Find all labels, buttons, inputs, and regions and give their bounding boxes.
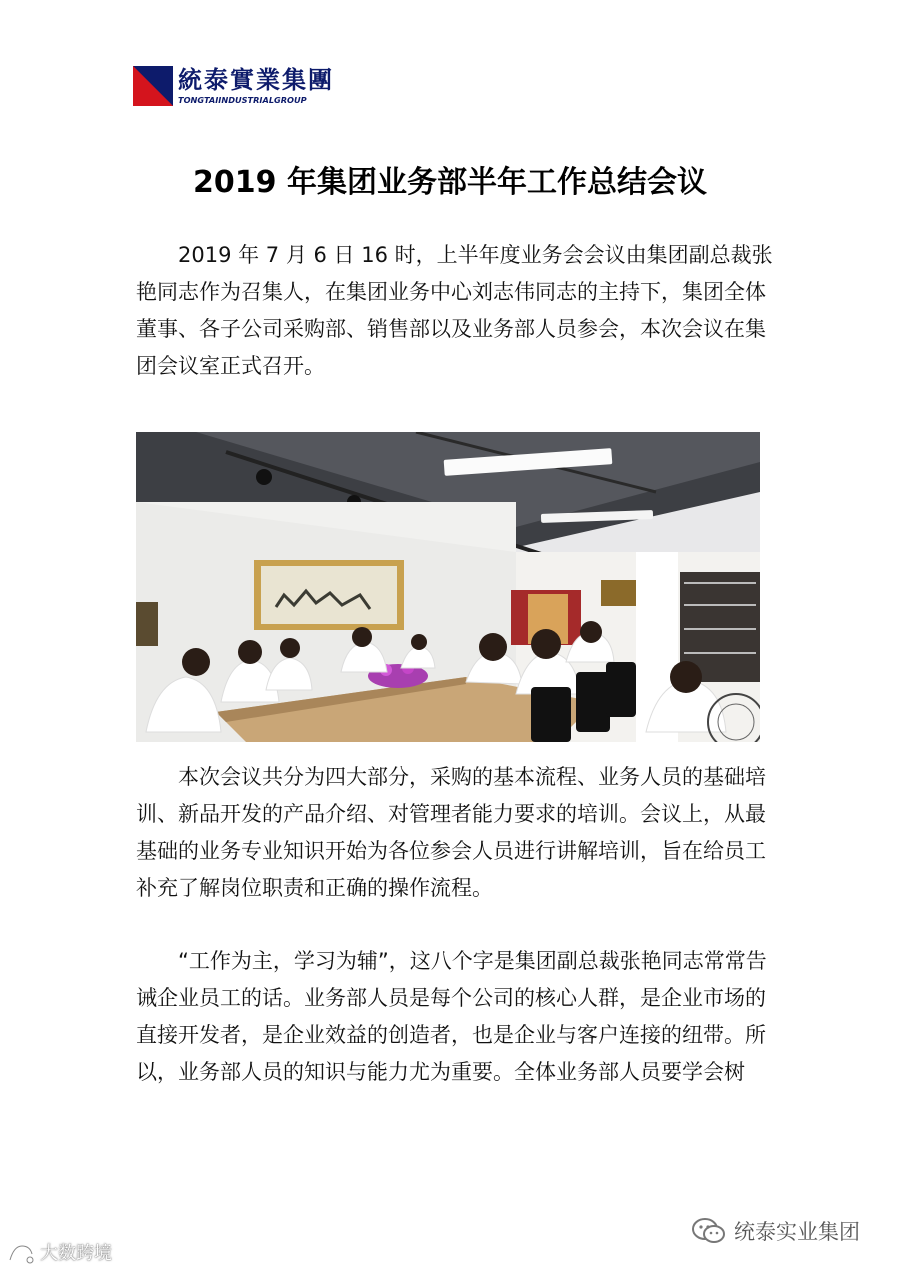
source-logo-icon bbox=[6, 1242, 36, 1266]
wechat-icon bbox=[692, 1217, 726, 1245]
logo-mark-icon bbox=[133, 66, 173, 106]
company-logo bbox=[133, 66, 348, 106]
source-name: 大数跨境 bbox=[40, 1243, 112, 1264]
wechat-account-name: 统泰实业集团 bbox=[734, 1220, 860, 1244]
meeting-photo bbox=[136, 432, 760, 742]
source-watermark bbox=[6, 1240, 146, 1270]
meeting-room-illustration bbox=[136, 432, 760, 742]
logo-company-name-cn: 統泰實業集團 bbox=[178, 66, 334, 94]
document-title: 2019 年集团业务部半年工作总结会议 bbox=[193, 165, 707, 200]
logo-company-name-en: TONGTAIINDUSTRIALGROUP bbox=[178, 95, 307, 105]
paragraph-motto: “工作为主，学习为辅”，这八个字是集团副总裁张艳同志常常告诫企业员工的话。业务部人员是每个公司的核心人群，是企业市场的直接开发者，是企业效益的创造者，也是企业与客户连接的纽带。所以，业务部人员的知识与能力尤为重要。全体业务部人员要学会树 bbox=[136, 949, 767, 1084]
paragraph-intro: 2019 年 7 月 6 日 16 时，上半年度业务会会议由集团副总裁张艳同志作为召集人，在集团业务中心刘志伟同志的主持下，集团全体董事、各子公司采购部、销售部以及业务部人员参会，本次会议在集团会议室正式召开。 bbox=[136, 243, 773, 378]
wechat-account-watermark bbox=[692, 1212, 892, 1252]
paragraph-meeting-content: 本次会议共分为四大部分，采购的基本流程、业务人员的基础培训、新品开发的产品介绍、对管理者能力要求的培训。会议上，从最基础的业务专业知识开始为各位参会人员进行讲解培训，旨在给员工补充了解岗位职责和正确的操作流程。 bbox=[136, 765, 766, 900]
